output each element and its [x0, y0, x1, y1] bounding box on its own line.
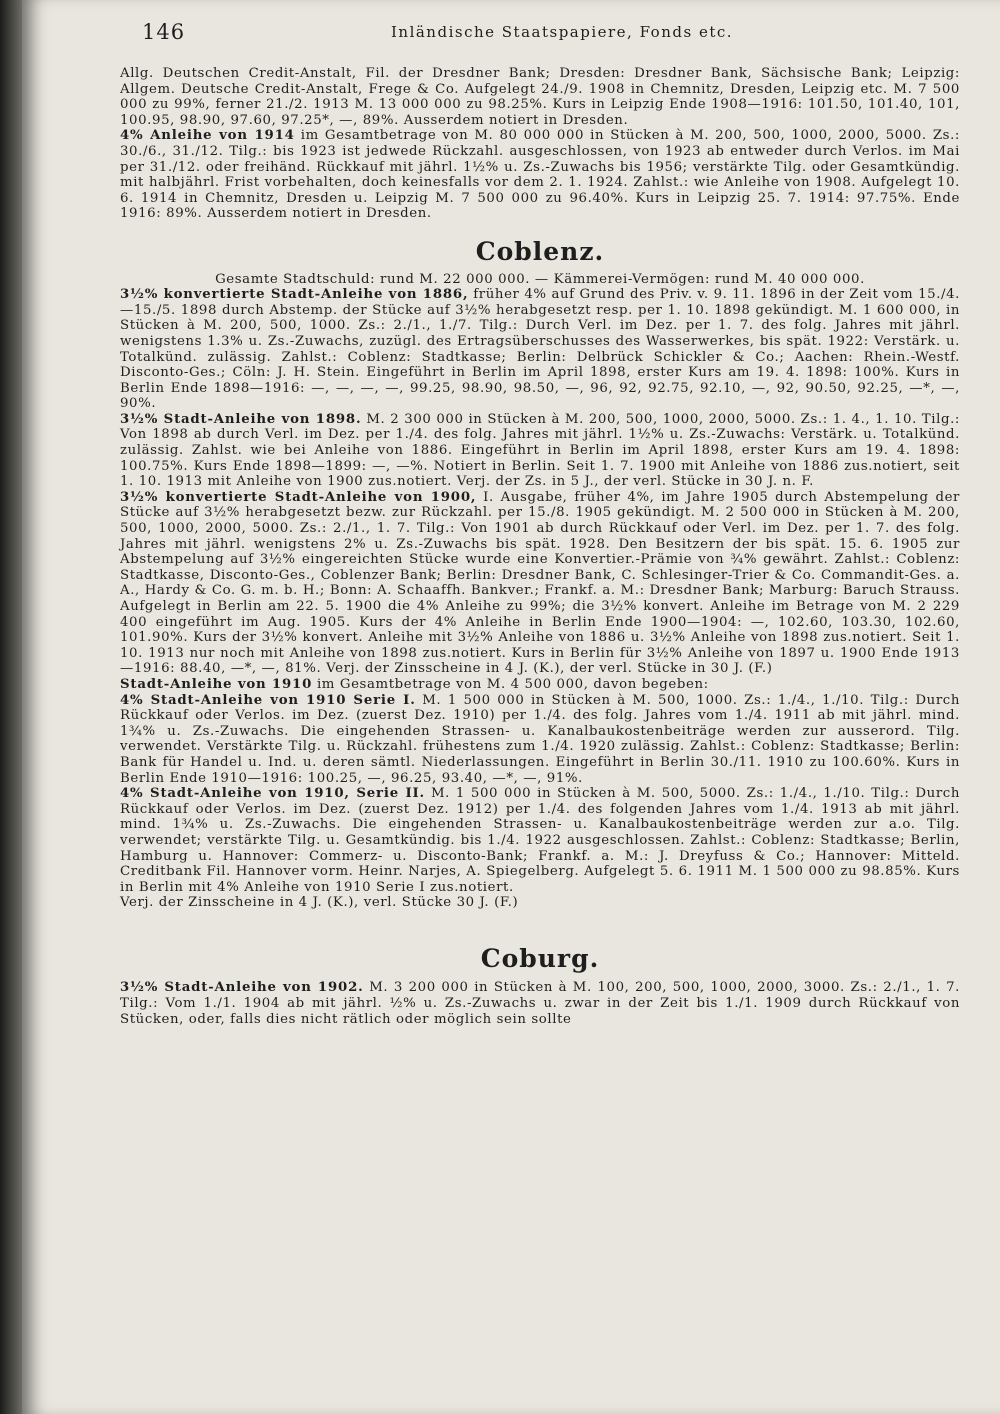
coblenz-anleihe-1910-serie-1-title: 4% Stadt-Anleihe von 1910 Serie I.: [120, 692, 416, 708]
coblenz-anleihe-1900-text: I. Ausgabe, früher 4%, im Jahre 1905 durch Abstempelung der Stücke auf 3½% herabgesetzt bezw. zur Rückzahl. per 15./8. 1905 gekündigt. M. 2 500 000 in Stücken à M. 200, 500, 1000, 2000, 5000. Zs.: 2./1., 1. 7. Tilg.: Von 1901 ab durch Rückkauf oder Verl. im Dez. per 1. 7. des folg. Jahres mit jährl. wenigstens 2% u. Zs.-Zuwachs bis spät. 1928. Den Besitzern der bis spät. 15. 6. 1905 zur Abstempelung auf 3½% eingereichten Stücke wurde eine Konvertier.-Prämie von ¾% gewährt. Zahlst.: Coblenz: Stadtkasse, Disconto-Ges., Coblenzer Bank; Berlin: Dresdner Bank, C. Schlesinger-Trier & Co. Commandit-Ges. a. A., Hardy & Co. G. m. b. H.; Bonn: A. Schaaffh. Bankver.; Frankf. a. M.: Dresdner Bank; Marburg: Baruch Strauss. Aufgelegt in Berlin am 22. 5. 1900 die 4% Anleihe zu 99%; die 3½% konvert. Anleihe im Betrage von M. 2 229 400 eingeführt im Aug. 1905. Kurs der 4% Anleihe in Berlin Ende 1900—1904: —, 102.60, 103.30, 102.60, 101.90%. Kurs der 3½% konvert. Anleihe mit 3½% Anleihe von 1886 u. 3½% Anleihe von 1898 zus.notiert. Seit 1. 10. 1913 nur noch mit Anleihe von 1898 zus.notiert. Kurs in Berlin für 3½% Anleihe von 1897 u. 1900 Ende 1913—1916: 88.40, —*, —, 81%. Verj. der Zinsscheine in 4 J. (K.), der verl. Stücke in 30 J. (F.): [120, 489, 960, 677]
coblenz-anleihe-1910-text: im Gesamtbetrage von M. 4 500 000, davon begeben:: [316, 676, 709, 692]
coburg-anleihe-1902: [120, 980, 960, 1027]
book-spine-shadow: [0, 0, 22, 1414]
page-number: 146: [142, 20, 186, 44]
page-header: [142, 20, 982, 48]
running-title: Inländische Staatspapiere, Fonds etc.: [390, 23, 734, 41]
coblenz-anleihe-1900-title: 3½% konvertierte Stadt-Anleihe von 1900,: [120, 489, 477, 505]
coblenz-anleihe-1910-serie-2: [120, 786, 960, 895]
coblenz-anleihe-1886: [120, 287, 960, 412]
coblenz-anleihe-1900: [120, 490, 960, 677]
coblenz-anleihe-1898-title: 3½% Stadt-Anleihe von 1898.: [120, 411, 362, 427]
coblenz-anleihe-1910-serie-2-title: 4% Stadt-Anleihe von 1910, Serie II.: [120, 786, 425, 802]
coblenz-anleihe-1886-title: 3½% konvertierte Stadt-Anleihe von 1886,: [120, 287, 469, 303]
city-heading-coburg: Coburg.: [480, 943, 600, 973]
coblenz-anleihe-1886-text: früher 4% auf Grund des Priv. v. 9. 11. 1896 in der Zeit vom 15./4.—15./5. 1898 durch Abstemp. der Stücke auf 3½% herabgesetzt resp. per 1. 10. 1898 gekündigt. M. 1 600 000, in Stücken à M. 200, 500, 1000. Zs.: 2./1., 1./7. Tilg.: Durch Verl. im Dez. per 1. 7. des folg. Jahres mit jährl. wenigstens 1.3% u. Zs.-Zuwachs, zuzügl. des Ertragsüberschusses des Wasserwerkes, bis spät. 1922: Verstärk. u. Totalkünd. zulässig. Zahlst.: Coblenz: Stadtkasse; Berlin: Delbrück Schickler & Co.; Aachen: Rhein.-Westf. Disconto-Ges.; Cöln: J. H. Stein. Eingeführt in Berlin im April 1898, erster Kurs am 19. 4. 1898: 100%. Kurs in Berlin Ende 1898—1916: —, —, —, —, 99.25, 98.90, 98.50, —, 96, 92, 92.75, 92.10, —, 92, 90.50, 92.25, —*, —, 90%.: [120, 287, 960, 412]
coblenz-anleihe-1898-text: M. 2 300 000 in Stücken à M. 200, 500, 1000, 2000, 5000. Zs.: 1. 4., 1. 10. Tilg.: Von 1898 ab durch Verl. im Dez. per 1./4. des folg. Jahres mit jährl. 1½% u. Zs.-Zuwachs: Verstärk. u. Totalkünd. zulässig. Zahlst. wie bei Anleihe von 1886. Eingeführt in Berlin im April 1898, erster Kurs am 19. 4. 1898: 100.75%. Kurs Ende 1898—1899: —, —%. Notiert in Berlin. Seit 1. 7. 1900 mit Anleihe von 1886 zus.notiert, seit 1. 10. 1913 mit Anleihe von 1900 zus.notiert. Verj. der Zs. in 5 J., der verl. Stücke in 30 J. n. F.: [120, 411, 960, 490]
anleihe-1914-title: 4% Anleihe von 1914: [120, 128, 295, 144]
anleihe-1914-text: im Gesamtbetrage von M. 80 000 000 in Stücken à M. 200, 500, 1000, 2000, 5000. Zs.: 30./6., 31./12. Tilg.: bis 1923 ist jedwede Rückzahl. ausgeschlossen, von 1923 ab entweder durch Verlos. im Mai per 31./12. oder freihänd. Rückkauf mit jährl. 1½% u. Zs.-Zuwachs bis 1956; verstärkte Tilg. oder Gesamtkündig. mit halbjährl. Frist vorbehalten, doch keinesfalls vor dem 2. 1. 1924. Zahlst.: wie Anleihe von 1908. Aufgelegt 10. 6. 1914 in Chemnitz, Dresden u. Leipzig M. 7 500 000 zu 96.40%. Kurs in Leipzig 25. 7. 1914: 97.75%. Ende 1916: 89%. Ausserdem notiert in Dresden.: [120, 128, 961, 222]
intro-paragraph: Allg. Deutschen Credit-Anstalt, Fil. der Dresdner Bank; Dresden: Dresdner Bank, Sächsische Bank; Leipzig: Allgem. Deutsche Credit-Anstalt, Frege & Co. Aufgelegt 24./9. 1908 in Chemnitz, Dresden, Leipzig etc. M. 7 500 000 zu 99%, ferner 21./2. 1913 M. 13 000 000 zu 98.25%. Kurs in Leipzig Ende 1908—1916: 101.50, 101.40, 101, 100.95, 98.90, 97.60, 97.25*, —, 89%. Ausserdem notiert in Dresden.: [120, 66, 960, 128]
coblenz-anleihe-1910-serie-2-text: M. 1 500 000 in Stücken à M. 500, 5000. Zs.: 1./4., 1./10. Tilg.: Durch Rückkauf oder Verlos. im Dez. (zuerst Dez. 1912) per 1./4. des folgenden Jahres vom 1./4. 1913 ab mit jährl. mind. 1¾% u. Zs.-Zuwachs. Die eingehenden Strassen- u. Kanalbaukostenbeiträge werden zur a.o. Tilg. verwendet; verstärkte Tilg. u. Gesamtkündig. bis 1./4. 1922 ausgeschlossen. Zahlst.: Coblenz: Stadtkasse; Berlin, Hamburg u. Hannover: Commerz- u. Disconto-Bank; Frankf. a. M.: J. Dreyfuss & Co.; Hannover: Mitteld. Creditbank Fil. Hannover vorm. Heinr. Narjes, A. Spiegelberg. Aufgelegt 5. 6. 1911 M. 1 500 000 zu 98.85%. Kurs in Berlin mit 4% Anleihe von 1910 Serie I zus.notiert.: [120, 786, 961, 895]
coburg-anleihe-1902-title: 3½% Stadt-Anleihe von 1902.: [120, 980, 364, 996]
coblenz-anleihe-1910: [120, 677, 960, 693]
coblenz-anleihe-1910-title: Stadt-Anleihe von 1910: [120, 676, 313, 692]
coblenz-debt-line: Gesamte Stadtschuld: rund M. 22 000 000. — Kämmerei-Vermögen: rund M. 40 000 000.: [215, 271, 865, 287]
coblenz-anleihe-1898: [120, 412, 960, 490]
coblenz-anleihe-1910-serie-1: [120, 693, 960, 787]
city-heading-coblenz: Coblenz.: [475, 236, 605, 266]
coblenz-verjaehrung-note: Verj. der Zinsscheine in 4 J. (K.), verl. Stücke 30 J. (F.): [120, 895, 519, 911]
coblenz-anleihe-1910-serie-1-text: M. 1 500 000 in Stücken à M. 500, 1000. Zs.: 1./4., 1./10. Tilg.: Durch Rückkauf oder Verlos. im Dez. (zuerst Dez. 1910) per 1./4. des folg. Jahres vom 1./4. 1911 ab mit jährl. mind. 1¾% u. Zs.-Zuwachs. Die eingehenden Strassen- u. Kanalbaukostenbeiträge werden zur ausserord. Tilg. verwendet. Verstärkte Tilg. u. Rückzahl. frühestens zum 1./4. 1920 zulässig. Zahlst.: Coblenz: Stadtkasse; Berlin: Bank für Handel u. Ind. u. deren sämtl. Niederlassungen. Eingeführt in Berlin 30./11. 1910 zu 100.60%. Kurs in Berlin Ende 1910—1916: 100.25, —, 96.25, 93.40, —*, —, 91%.: [120, 692, 960, 786]
page-content: [120, 66, 960, 1027]
anleihe-1914-paragraph: [120, 128, 960, 222]
coburg-anleihe-1902-text: M. 3 200 000 in Stücken à M. 100, 200, 500, 1000, 2000, 3000. Zs.: 2./1., 1. 7. Tilg.: Vom 1./1. 1904 ab mit jährl. ½% u. Zs.-Zuwachs u. zwar in der Zeit bis 1./1. 1909 durch Rückkauf von Stücken, oder, falls dies nicht rätlich oder möglich sein sollte: [120, 980, 961, 1027]
